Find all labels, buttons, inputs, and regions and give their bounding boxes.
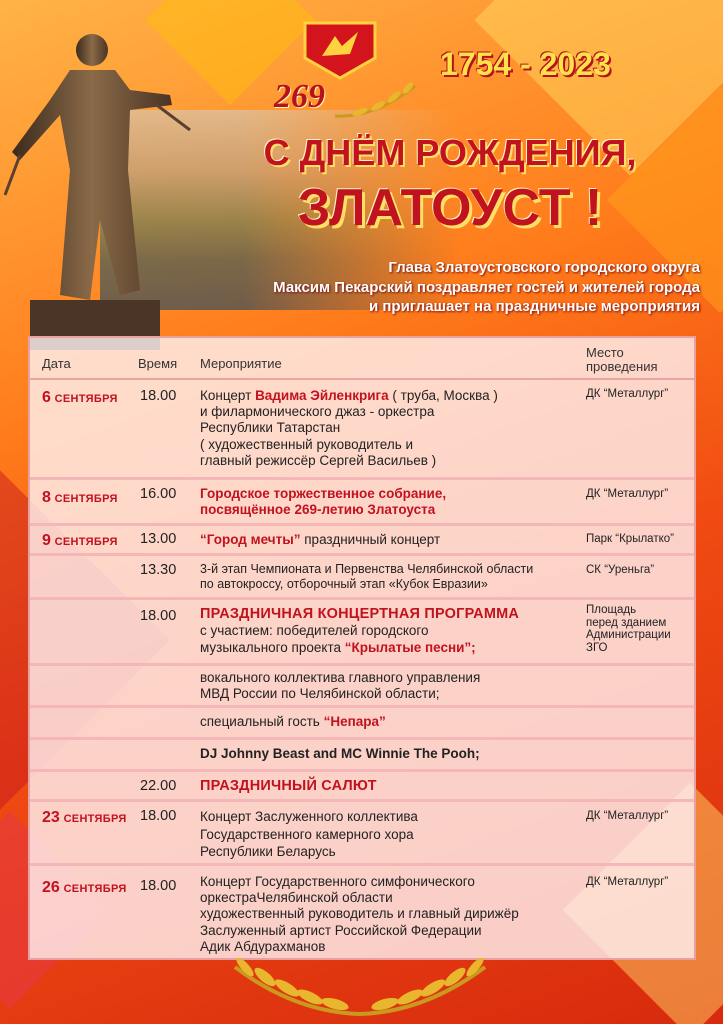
row-event: [200, 388, 590, 469]
table-row: [30, 666, 694, 708]
event-line: Государственного камерного хора: [200, 826, 414, 842]
table-row: [30, 556, 694, 600]
table-row: [30, 380, 694, 480]
row-place: Парк “Крылатко”: [586, 533, 674, 545]
row-event: [200, 714, 590, 730]
row-event: DJ Johnny Beast and MC Winnie The Pooh;: [200, 746, 480, 761]
event-text: музыкального проекта: [200, 639, 345, 655]
event-line: ( художественный руководитель и: [200, 436, 414, 452]
row-time: 22.00: [140, 778, 177, 794]
row-event: [200, 562, 590, 592]
date-day: 23: [42, 809, 60, 826]
invitation-text: [200, 258, 700, 317]
row-time: 18.00: [140, 808, 177, 824]
header-place-line1: Место: [586, 345, 624, 360]
row-date: [42, 808, 127, 827]
header-place: [586, 346, 658, 373]
event-line: Концерт Заслуженного коллектива: [200, 809, 418, 824]
row-date: [42, 388, 118, 407]
row-time: 16.00: [140, 486, 177, 502]
greeting-line1: С ДНЁМ РОЖДЕНИЯ,: [263, 132, 637, 173]
date-month: СЕНТЯБРЯ: [63, 813, 127, 825]
row-time: 13.30: [140, 562, 177, 578]
table-row: [30, 802, 694, 866]
row-place: ДК “Металлург”: [586, 810, 669, 822]
row-event: [200, 808, 590, 861]
table-row: [30, 526, 694, 556]
header-place-line2: проведения: [586, 358, 658, 374]
date-day: 26: [42, 879, 60, 896]
invitation-line: и приглашает на праздничные мероприятия: [368, 298, 700, 315]
statue-image: [0, 20, 230, 350]
city-emblem-icon: [300, 18, 380, 80]
table-header: [30, 338, 694, 380]
years-range: 1754 - 2023: [440, 46, 611, 82]
place-line: ЗГО: [586, 641, 608, 654]
table-row: [30, 480, 694, 526]
event-line: художественный руководитель и главный дирижёр: [200, 906, 519, 922]
place-line: Администрации: [586, 629, 671, 642]
event-line: 3-й этап Чемпионата и Первенства Челябинской области: [200, 562, 534, 576]
row-place: ДК “Металлург”: [586, 388, 669, 400]
table-row: [30, 600, 694, 666]
anniversary-number: 269: [274, 78, 325, 115]
date-day: 9: [42, 532, 51, 549]
table-row: [30, 740, 694, 772]
event-highlight: Вадима Эйленкрига: [255, 388, 389, 403]
event-line: Республики Беларусь: [200, 844, 336, 860]
event-line: по автокроссу, отборочный этап «Кубок Евразии»: [200, 577, 488, 591]
row-event: [200, 486, 590, 518]
event-highlight: “Непара”: [323, 714, 386, 729]
row-event: [200, 874, 590, 955]
date-month: СЕНТЯБРЯ: [63, 883, 127, 895]
event-line: Городское торжественное собрание,: [200, 486, 447, 501]
event-line: вокального коллектива главного управления: [200, 670, 481, 685]
event-highlight: “Крылатые песни”;: [344, 639, 476, 655]
table-row: [30, 708, 694, 740]
event-line: с участием: победителей городского: [200, 623, 429, 639]
row-event: [200, 532, 590, 548]
row-place: ДК “Металлург”: [586, 876, 669, 888]
event-line: Заслуженный артист Российской Федерации: [200, 922, 482, 938]
event-line: Адик Абдурахманов: [200, 938, 326, 954]
row-date: [42, 531, 118, 550]
place-line: Площадь: [586, 604, 637, 616]
table-row: [30, 866, 694, 958]
row-event: [200, 670, 590, 702]
event-line: Республики Татарстан: [200, 420, 341, 436]
event-title: ПРАЗДНИЧНАЯ КОНЦЕРТНАЯ ПРОГРАММА: [200, 606, 520, 622]
header-event: Мероприятие: [200, 356, 282, 371]
header-time: Время: [138, 356, 178, 371]
event-line: и филармонического джаз - оркестра: [200, 404, 435, 420]
row-event: [200, 606, 590, 656]
laurel-icon: [330, 78, 420, 122]
header-date: Дата: [42, 356, 71, 371]
date-month: СЕНТЯБРЯ: [54, 393, 118, 405]
event-line: посвящённое 269-летию Златоуста: [200, 502, 436, 518]
date-month: СЕНТЯБРЯ: [54, 493, 118, 505]
row-place: [586, 604, 696, 655]
row-time: 18.00: [140, 878, 177, 894]
greeting-line2: ЗЛАТОУСТ !: [297, 179, 603, 237]
row-event: ПРАЗДНИЧНЫЙ САЛЮТ: [200, 778, 377, 794]
event-highlight: “Город мечты”: [200, 532, 301, 547]
event-line: оркестраЧелябинской области: [200, 890, 393, 906]
event-text: ( труба, Москва ): [388, 388, 498, 403]
table-row: [30, 772, 694, 802]
event-line: главный режиссёр Сергей Васильев ): [200, 452, 437, 468]
events-table: [28, 336, 696, 960]
event-line: Концерт Государственного симфонического: [200, 874, 475, 889]
row-date: [42, 488, 118, 507]
row-time: 18.00: [140, 608, 177, 624]
row-place: СК “Уреньга”: [586, 564, 655, 576]
place-line: перед зданием: [586, 616, 667, 629]
date-month: СЕНТЯБРЯ: [54, 536, 118, 548]
row-place: ДК “Металлург”: [586, 488, 669, 500]
event-text: праздничный концерт: [300, 532, 441, 547]
invitation-line: Максим Пекарский поздравляет гостей и жителей города: [273, 278, 700, 296]
event-text: специальный гость: [200, 714, 324, 729]
event-line: МВД России по Челябинской области;: [200, 686, 440, 702]
row-date: [42, 878, 127, 897]
row-time: 18.00: [140, 388, 177, 404]
event-text: Концерт: [200, 388, 256, 403]
invitation-line: Глава Златоустовского городского округа: [388, 259, 700, 276]
date-day: 8: [42, 489, 51, 506]
laurel-wreath-icon: [215, 952, 505, 1022]
date-day: 6: [42, 389, 51, 406]
row-time: 13.00: [140, 531, 177, 547]
